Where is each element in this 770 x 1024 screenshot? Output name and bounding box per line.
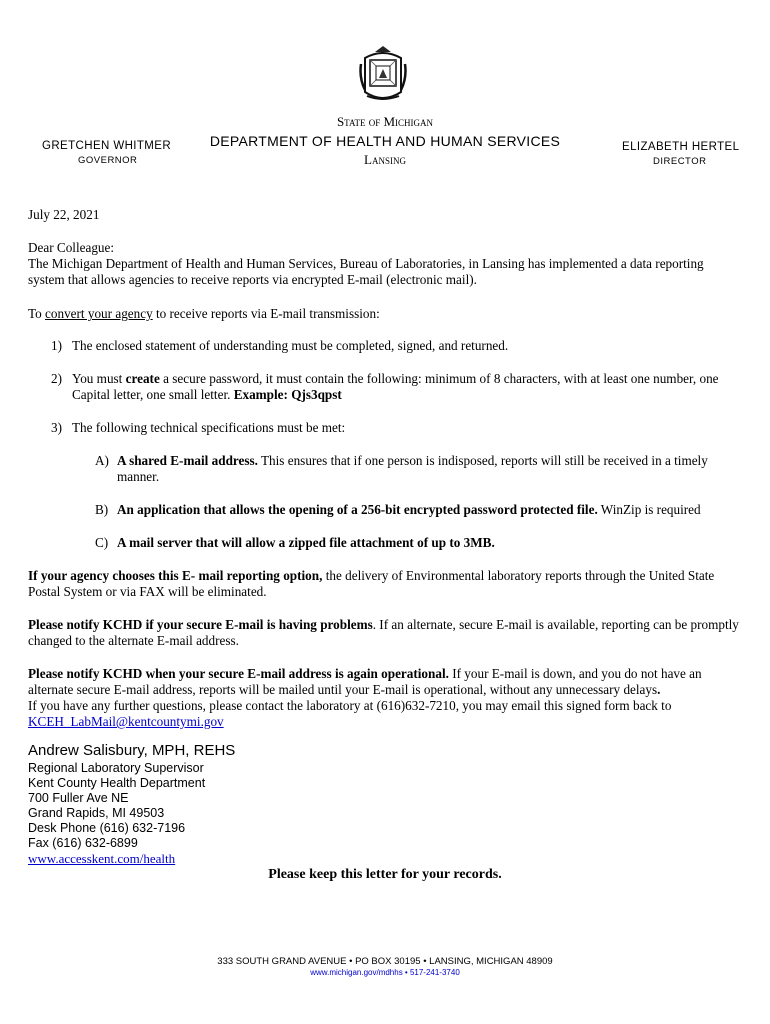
list-number: 2) bbox=[51, 371, 62, 386]
intro-paragraph bbox=[28, 240, 743, 288]
sub-list-number: B) bbox=[95, 502, 109, 517]
sub-list-number: C) bbox=[95, 535, 109, 550]
sub-list-text bbox=[117, 502, 743, 518]
sub-list-text bbox=[117, 453, 743, 485]
footer-contact[interactable]: www.michigan.gov/mdhhs • 517-241-3740 bbox=[310, 968, 460, 977]
questions-text: If you have any further questions, please contact the laboratory at (616)632-7210, you may email this signed form back to bbox=[28, 698, 672, 713]
convert-underline: convert your agency bbox=[45, 306, 153, 321]
agency-bold: If your agency chooses this E- mail reporting option, bbox=[28, 568, 323, 583]
agency-paragraph bbox=[28, 568, 743, 600]
intro-text: The Michigan Department of Health and Human Services, Bureau of Laboratories, in Lansing has implemented a data reporting system that allows agencies to receive reports via encrypted E-mail (electronic mail). bbox=[28, 256, 704, 287]
list-text-pre: You must bbox=[72, 371, 126, 386]
convert-suffix: to receive reports via E-mail transmission: bbox=[152, 306, 380, 321]
signature-line: Desk Phone (616) 632-7196 bbox=[28, 821, 186, 835]
notify-problems-text: . If an alternate, secure E-mail is available, reporting can be promptly changed to the alternate E-mail address. bbox=[28, 617, 739, 648]
salutation: Dear Colleague: bbox=[28, 240, 115, 255]
signature-name: Andrew Salisbury, MPH, REHS bbox=[28, 742, 236, 759]
city-heading: Lansing bbox=[364, 152, 406, 167]
department-heading: DEPARTMENT OF HEALTH AND HUMAN SERVICES bbox=[209, 133, 561, 149]
notify-operational-paragraph bbox=[28, 666, 743, 730]
sub-list-text bbox=[117, 535, 743, 551]
list-text bbox=[72, 371, 740, 403]
sub-list-plain: WinZip is required bbox=[597, 502, 701, 517]
state-heading: State of Michigan bbox=[336, 114, 434, 129]
footer-address: 333 SOUTH GRAND AVENUE • PO BOX 30195 • LANSING, MICHIGAN 48909 bbox=[217, 956, 553, 967]
password-example: Example: Qjs3qpst bbox=[233, 387, 342, 402]
list-number: 1) bbox=[51, 338, 62, 353]
list-number: 3) bbox=[51, 420, 62, 435]
list-text: The following technical specifications must be met: bbox=[72, 420, 346, 435]
notify-operational-text: If your E-mail is down, and you do not have an alternate secure E-mail address, reports will be mailed until your E-mail is operational, without any unnecessary delays bbox=[28, 666, 702, 697]
signature-line: 700 Fuller Ave NE bbox=[28, 791, 129, 805]
michigan-seal-logo bbox=[355, 44, 411, 106]
sub-list-bold: A mail server that will allow a zipped file attachment of up to 3MB. bbox=[117, 535, 495, 550]
agency-text: the delivery of Environmental laboratory reports through the United State Postal System or via FAX will be eliminated. bbox=[28, 568, 715, 599]
notify-problems-paragraph bbox=[28, 617, 743, 649]
sub-list-number: A) bbox=[95, 453, 109, 468]
governor-name: GRETCHEN WHITMER bbox=[42, 140, 172, 152]
notify-problems-bold: Please notify KCHD if your secure E-mail is having problems bbox=[28, 617, 373, 632]
list-text-bold: create bbox=[125, 371, 160, 386]
list-text-post: a secure password, it must contain the following: minimum of 8 characters, with at least one number, one Capital letter, one small letter. bbox=[72, 371, 719, 402]
signature-block bbox=[28, 761, 205, 866]
signature-line: Regional Laboratory Supervisor bbox=[28, 761, 204, 775]
email-link[interactable]: KCEH_LabMail@kentcountymi.gov bbox=[28, 714, 224, 729]
notify-operational-end: . bbox=[657, 682, 661, 697]
closing-note: Please keep this letter for your records. bbox=[268, 867, 502, 882]
signature-line: Fax (616) 632-6899 bbox=[28, 836, 138, 850]
governor-title: GOVERNOR bbox=[78, 155, 138, 166]
website-link[interactable]: www.accesskent.com/health bbox=[28, 851, 176, 866]
director-name: ELIZABETH HERTEL bbox=[622, 141, 740, 153]
sub-list-bold: A shared E-mail address. bbox=[117, 453, 258, 468]
signature-line: Kent County Health Department bbox=[28, 776, 206, 790]
sub-list-plain: This ensures that if one person is indisposed, reports will still be received in a timely manner. bbox=[117, 453, 708, 484]
convert-paragraph bbox=[28, 306, 743, 322]
sub-list-bold: An application that allows the opening of a 256-bit encrypted password protected file. bbox=[117, 502, 598, 517]
list-text: The enclosed statement of understanding must be completed, signed, and returned. bbox=[72, 338, 509, 353]
signature-line: Grand Rapids, MI 49503 bbox=[28, 806, 165, 820]
director-title: DIRECTOR bbox=[653, 156, 707, 167]
convert-prefix: To bbox=[28, 306, 46, 321]
letter-date: July 22, 2021 bbox=[28, 207, 100, 222]
notify-operational-bold: Please notify KCHD when your secure E-mail address is again operational. bbox=[28, 666, 449, 681]
